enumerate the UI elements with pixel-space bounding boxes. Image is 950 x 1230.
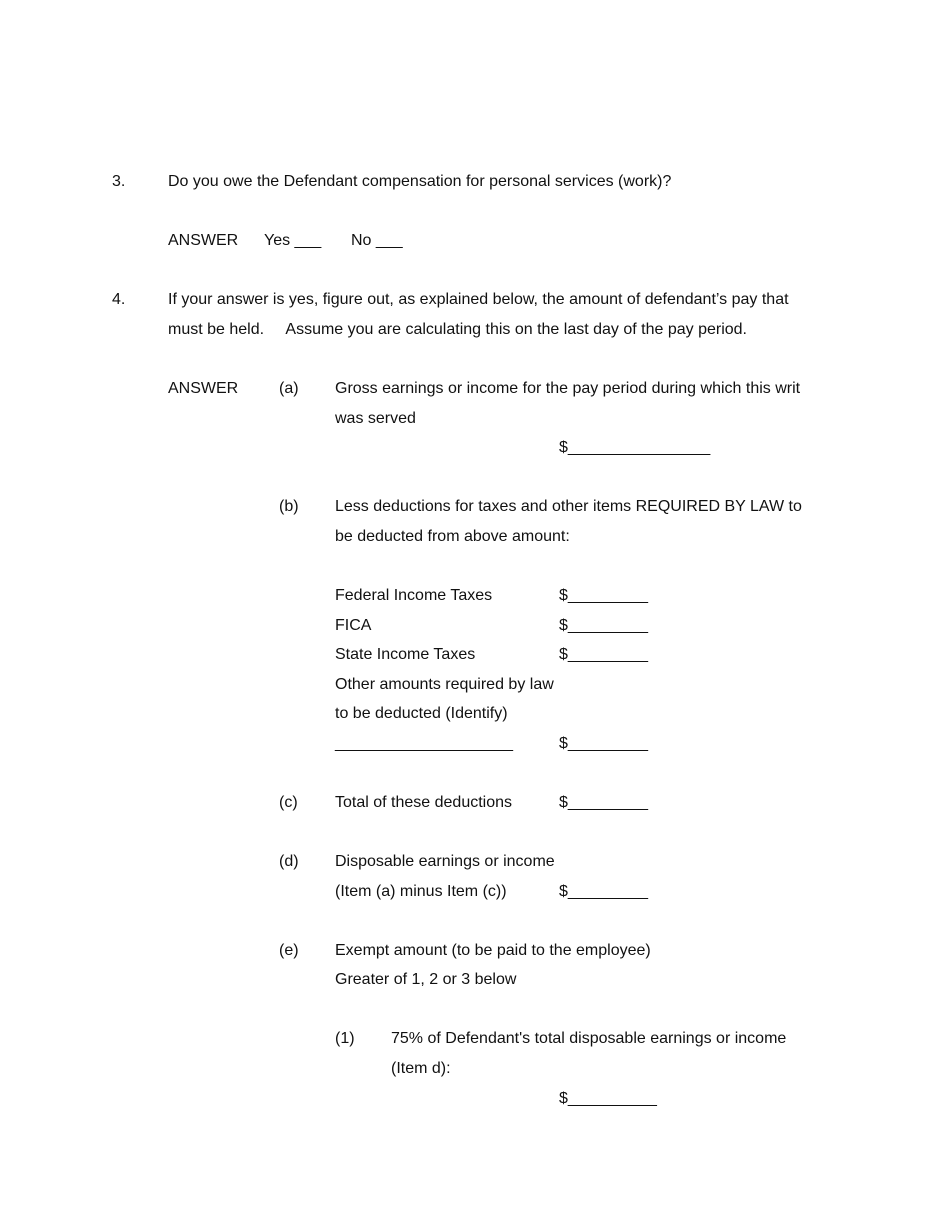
item-d-text-line2: (Item (a) minus Item (c)) <box>335 883 507 900</box>
item-e1-text-line1: 75% of Defendant's total disposable earnings or income <box>391 1030 787 1047</box>
question-4-answer-label: ANSWER <box>168 380 239 397</box>
item-e-label: (e) <box>279 942 299 959</box>
item-e1-amount-blank[interactable]: $__________ <box>559 1090 657 1107</box>
item-b-text-line1: Less deductions for taxes and other items REQUIRED BY LAW to <box>335 498 802 515</box>
item-b-text-line2: be deducted from above amount: <box>335 528 570 545</box>
item-e1-label: (1) <box>335 1030 355 1047</box>
question-4-text-line1: If your answer is yes, figure out, as explained below, the amount of defendant’s pay that <box>168 291 789 308</box>
other-deductions-amount-blank[interactable]: $_________ <box>559 735 648 752</box>
question-4-number: 4. <box>112 291 126 308</box>
other-deductions-label-line1: Other amounts required by law <box>335 676 554 693</box>
item-c-label: (c) <box>279 794 298 811</box>
item-d-label: (d) <box>279 853 299 870</box>
item-d-text-line1: Disposable earnings or income <box>335 853 555 870</box>
federal-income-taxes-label: Federal Income Taxes <box>335 587 493 604</box>
state-income-taxes-blank[interactable]: $_________ <box>559 646 648 663</box>
item-e-text-line2: Greater of 1, 2 or 3 below <box>335 971 517 988</box>
item-e1-text-line2: (Item d): <box>391 1060 451 1077</box>
item-a-text-line2: was served <box>335 410 416 427</box>
question-3-number: 3. <box>112 173 126 190</box>
item-e-text-line1: Exempt amount (to be paid to the employee) <box>335 942 651 959</box>
question-3-answer-label: ANSWER <box>168 232 239 249</box>
question-3-text: Do you owe the Defendant compensation for personal services (work)? <box>168 173 672 190</box>
federal-income-taxes-blank[interactable]: $_________ <box>559 587 648 604</box>
item-c-text: Total of these deductions <box>335 794 513 811</box>
state-income-taxes-label: State Income Taxes <box>335 646 476 663</box>
other-deductions-label-line2: to be deducted (Identify) <box>335 705 508 722</box>
item-a-amount-blank[interactable]: $________________ <box>559 439 711 456</box>
other-deductions-identify-blank[interactable]: ____________________ <box>335 735 513 752</box>
item-a-label: (a) <box>279 380 299 397</box>
question-3-yes-blank[interactable]: Yes ___ <box>264 232 322 249</box>
fica-label: FICA <box>335 617 372 634</box>
item-c-amount-blank[interactable]: $_________ <box>559 794 648 811</box>
item-b-label: (b) <box>279 498 299 515</box>
item-d-amount-blank[interactable]: $_________ <box>559 883 648 900</box>
item-a-text-line1: Gross earnings or income for the pay period during which this writ <box>335 380 801 397</box>
question-3-no-blank[interactable]: No ___ <box>351 232 403 249</box>
question-4-text-line2: must be held. Assume you are calculating this on the last day of the pay period. <box>168 321 747 338</box>
fica-blank[interactable]: $_________ <box>559 617 648 634</box>
